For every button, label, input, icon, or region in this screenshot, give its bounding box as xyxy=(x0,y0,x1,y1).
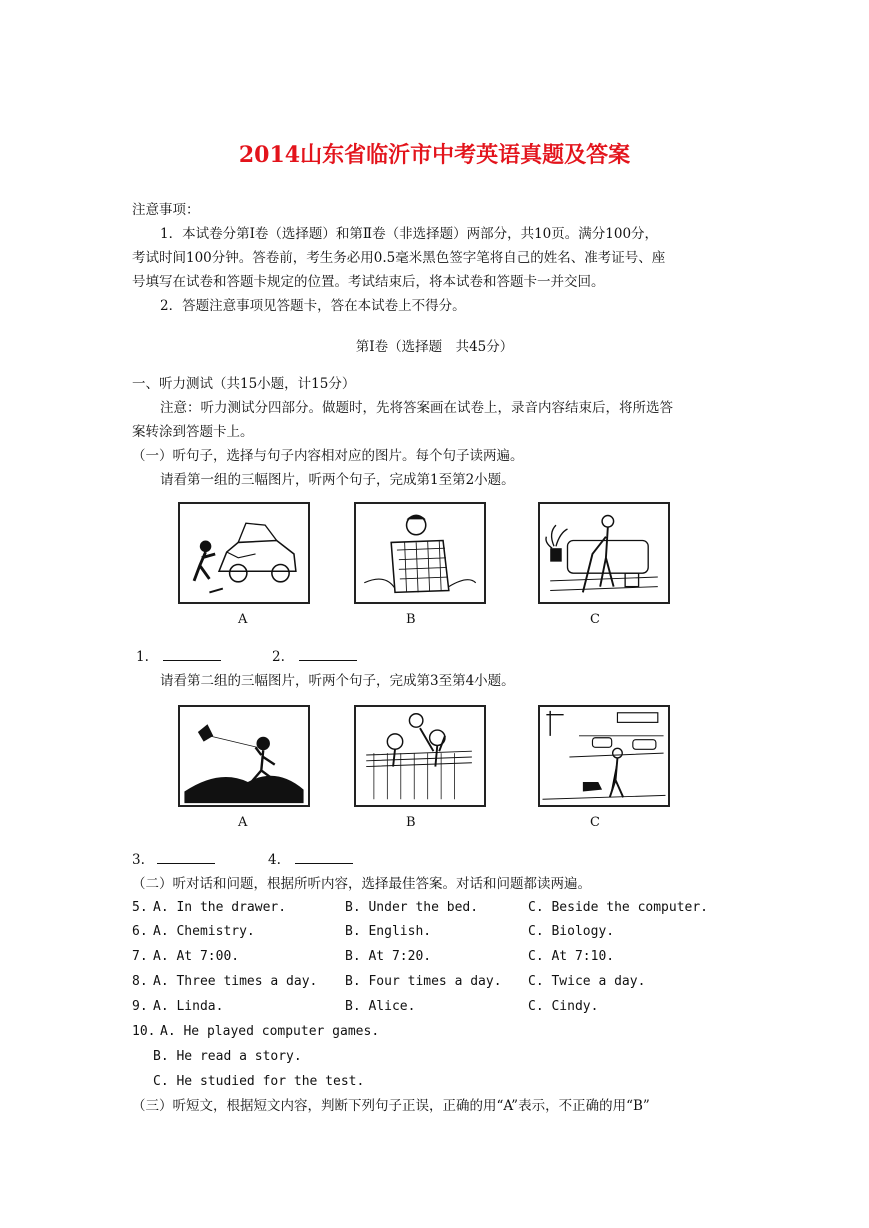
subsection3-heading: （三）听短文，根据短文内容，判断下列句子正误，正确的用“A”表示，不正确的用“B” xyxy=(132,1098,650,1114)
group2-instruction: 请看第二组的三幅图片，听两个句子，完成第3至第4小题。 xyxy=(160,673,515,689)
notice-item-2: 2．答题注意事项见答题卡，答在本试卷上不得分。 xyxy=(160,298,466,314)
question-7-option-b: B. At 7:20. xyxy=(345,949,432,964)
group2-label-c: C xyxy=(590,815,600,830)
question-8-number: 8. xyxy=(132,974,148,989)
answer-blank-3 xyxy=(132,848,215,872)
picture-car-repair xyxy=(178,502,310,604)
question-5-option-a: A. In the drawer. xyxy=(153,900,287,915)
question-10-option-b: B. He read a story. xyxy=(153,1049,302,1064)
question-10-option-a: A. He played computer games. xyxy=(160,1024,380,1039)
answer-blank-3-number: 3. xyxy=(132,852,145,868)
question-10-option-c: C. He studied for the test. xyxy=(153,1074,365,1089)
question-9-option-a: A. Linda. xyxy=(153,999,224,1014)
section1-heading: 一、听力测试（共15小题，计15分） xyxy=(132,376,356,392)
question-6-option-b: B. English. xyxy=(345,924,432,939)
picture-volleyball xyxy=(354,705,486,807)
subsection2-heading: （二）听对话和问题，根据所听内容，选择最佳答案。对话和问题都读两遍。 xyxy=(132,876,591,892)
question-6-option-a: A. Chemistry. xyxy=(153,924,255,939)
answer-blank-4-number: 4. xyxy=(268,852,281,868)
section1-note-line-1: 注意：听力测试分四部分。做题时，先将答案画在试卷上，录音内容结束后，将所选答 xyxy=(160,400,673,416)
question-7-option-a: A. At 7:00. xyxy=(153,949,240,964)
question-5-option-c: C. Beside the computer. xyxy=(528,900,709,915)
question-6-option-c: C. Biology. xyxy=(528,924,615,939)
answer-blank-2-number: 2. xyxy=(272,649,285,665)
page-title: 2014山东省临沂市中考英语真题及答案 xyxy=(238,142,631,168)
question-8-option-a: A. Three times a day. xyxy=(153,974,318,989)
group2-label-a: A xyxy=(238,815,248,830)
question-7-option-c: C. At 7:10. xyxy=(528,949,615,964)
group1-label-b: B xyxy=(406,612,416,627)
subsection1-heading: （一）听句子，选择与句子内容相对应的图片。每个句子读两遍。 xyxy=(132,448,524,464)
answer-blank-4 xyxy=(268,848,353,872)
answer-blank-1 xyxy=(136,645,221,669)
answer-blank-1-number: 1. xyxy=(136,649,149,665)
question-9-option-b: B. Alice. xyxy=(345,999,416,1014)
answer-line-3 xyxy=(157,849,215,864)
question-7-number: 7. xyxy=(132,949,148,964)
group1-label-a: A xyxy=(238,612,248,627)
picture-girl-net xyxy=(354,502,486,604)
question-9-number: 9. xyxy=(132,999,148,1014)
group1-label-c: C xyxy=(590,612,600,627)
picture-cleaning-floor xyxy=(538,502,670,604)
question-5-option-b: B. Under the bed. xyxy=(345,900,479,915)
question-9-option-c: C. Cindy. xyxy=(528,999,599,1014)
group2-label-b: B xyxy=(406,815,416,830)
part1-heading: 第Ⅰ卷（选择题 共45分） xyxy=(355,339,514,355)
question-8-option-b: B. Four times a day. xyxy=(345,974,502,989)
notice-item-1-line-3: 号填写在试卷和答题卡规定的位置。考试结束后，将本试卷和答题卡一并交回。 xyxy=(132,274,605,290)
answer-line-4 xyxy=(295,849,353,864)
answer-line-1 xyxy=(163,646,221,661)
answer-line-2 xyxy=(299,646,357,661)
question-5-number: 5. xyxy=(132,900,148,915)
group1-instruction: 请看第一组的三幅图片，听两个句子，完成第1至第2小题。 xyxy=(160,472,515,488)
answer-blank-2 xyxy=(272,645,357,669)
question-10-number: 10. xyxy=(132,1024,156,1039)
picture-girl-kite xyxy=(178,705,310,807)
question-6-number: 6. xyxy=(132,924,148,939)
notice-heading: 注意事项： xyxy=(132,202,200,218)
notice-item-1-line-1: 1．本试卷分第Ⅰ卷（选择题）和第Ⅱ卷（非选择题）两部分，共10页。满分100分， xyxy=(160,226,659,242)
question-8-option-c: C. Twice a day. xyxy=(528,974,646,989)
picture-street-dog-walk xyxy=(538,705,670,807)
notice-item-1-line-2: 考试时间100分钟。答卷前，考生务必用0.5毫米黑色签字笔将自己的姓名、准考证号、座 xyxy=(132,250,666,266)
section1-note-line-2: 案转涂到答题卡上。 xyxy=(132,424,254,440)
